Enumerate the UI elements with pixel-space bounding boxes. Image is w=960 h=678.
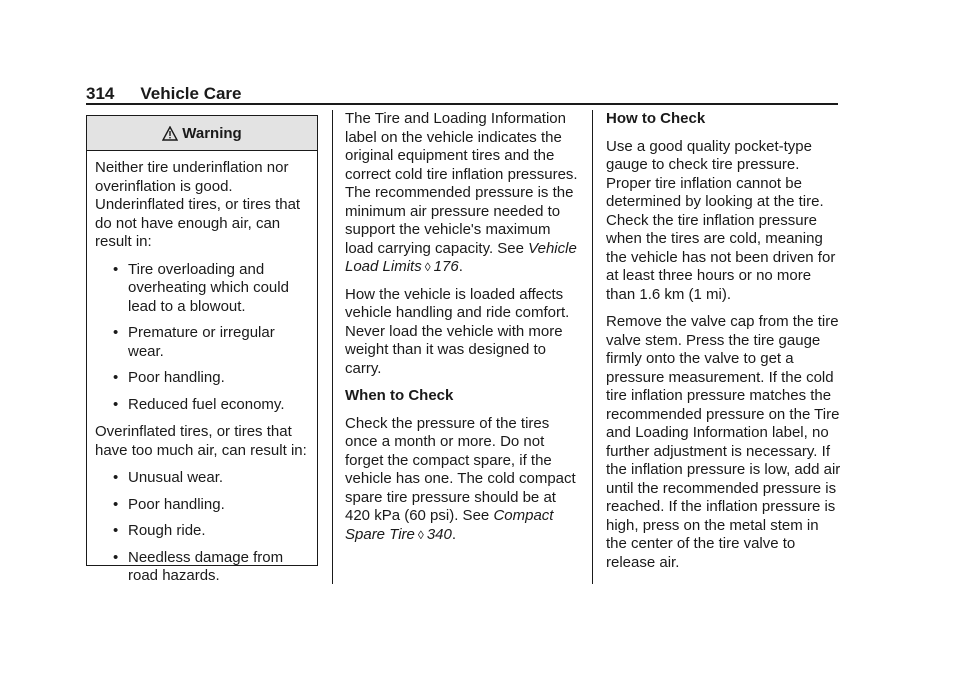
- page-ref-icon: ◊: [417, 527, 424, 542]
- warning-intro: Neither tire underinflation nor overinflation is good. Underinflated tires, or tires that do not have enough air, can result in:: [95, 159, 301, 250]
- warning-header: [87, 116, 317, 151]
- section-heading: How to Check: [606, 110, 706, 127]
- warning-body: [87, 151, 317, 586]
- list-item: • Poor handling.: [113, 495, 225, 513]
- warning-box: [86, 115, 318, 584]
- paragraph: How the vehicle is loaded affects vehicle handling and ride comfort. Never load the vehicle with more weight than it was designed to carry.: [345, 285, 570, 377]
- compact-spare-tire-link[interactable]: Compact Spare Tire: [345, 507, 554, 543]
- paragraph: Use a good quality pocket-type gauge to check tire pressure. Proper tire inflation cannot be determined by looking at the tire. Check the tire inflation pressure when the tires are cold, meaning the vehicle has not been driven for at least three hours or no more than 1.6 km (1 mi).: [606, 137, 836, 303]
- section-title: Vehicle Care: [140, 84, 242, 103]
- warning-icon: [162, 126, 178, 141]
- page-header: [86, 84, 242, 104]
- paragraph: The Tire and Loading Information label on the vehicle indicates the original equipment tires and the correct cold tire inflation pressures. The recommended pressure is the minimum air pressure needed to support the vehicle's maximum load carrying capacity. See Vehicle Load Limits ◊ 176.: [345, 110, 578, 275]
- underinflation-list: [95, 261, 309, 415]
- list-item: • Premature or irregular wear.: [113, 324, 275, 360]
- page-number: 314: [86, 84, 115, 103]
- section-heading: When to Check: [345, 387, 454, 404]
- paragraph: Remove the valve cap from the tire valve stem. Press the tire gauge firmly onto the valve to get a pressure measurement. If the cold tire inflation pressure matches the recommended pressure on the Tire and Loading Information label, no further adjustment is necessary. If the inflation pressure is low, add air until the recommended pressure is reached. If the inflation pressure is high, press on the metal stem in the center of the tire valve to release air.: [606, 313, 841, 571]
- overinflation-list: [95, 469, 309, 586]
- vehicle-load-limits-link[interactable]: Vehicle Load Limits: [345, 239, 577, 275]
- header-rule: [86, 103, 838, 105]
- warning-title: Warning: [182, 124, 242, 142]
- column-divider: [332, 110, 333, 584]
- list-item: • Poor handling.: [113, 369, 225, 386]
- right-column: [606, 110, 842, 581]
- paragraph: Check the pressure of the tires once a month or more. Do not forget the compact spare, if the vehicle has one. The cold compact spare tire pressure should be at 420 kPa (60 psi). See Compact Spare Tire ◊ 340.: [345, 414, 576, 543]
- page-ref[interactable]: 176: [433, 258, 459, 275]
- middle-column: [345, 110, 579, 553]
- list-item: • Reduced fuel economy.: [113, 395, 285, 413]
- column-divider: [592, 110, 593, 584]
- list-item: • Unusual wear.: [113, 469, 224, 486]
- page-ref-icon: ◊: [424, 260, 431, 274]
- list-item: • Needless damage from road hazards.: [113, 548, 284, 584]
- list-item: • Tire overloading and overheating which could lead to a blowout.: [113, 260, 289, 315]
- warning-over-intro: Overinflated tires, or tires that have too much air, can result in:: [95, 423, 307, 459]
- page-ref[interactable]: 340: [426, 525, 452, 543]
- list-item: • Rough ride.: [113, 522, 206, 539]
